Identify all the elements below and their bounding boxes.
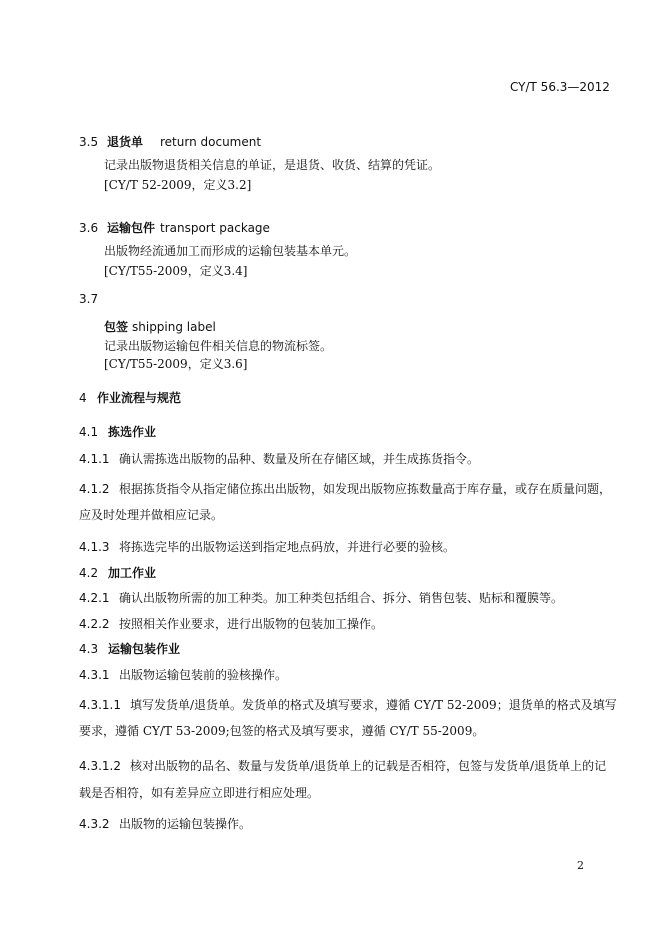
section-4-2-title: 加工作业 xyxy=(108,566,157,580)
section-3-5-number: 3.5 xyxy=(79,135,99,149)
section-3-6-title: 运输包件 xyxy=(107,221,156,235)
section-3-7-reference: [CY/T55-2009，定义3.6] xyxy=(104,357,248,371)
section-4-3-1-2-line2: 载是否相符，如有差异应立即进行相应处理。 xyxy=(79,786,320,800)
section-4-2-1-text: 确认出版物所需的加工种类。加工种类包括组合、拆分、销售包装、贴标和覆膜等。 xyxy=(119,591,564,605)
section-3-5-definition: 记录出版物退货相关信息的单证，是退货、收货、结算的凭证。 xyxy=(104,158,441,172)
section-4-3-1-1-number: 4.3.1.1 xyxy=(79,698,121,712)
section-4-1-2-line2: 应及时处理并做相应记录。 xyxy=(79,508,224,522)
section-3-5-reference: [CY/T 52-2009，定义3.2] xyxy=(104,178,252,192)
section-4-3-1-text: 出版物运输包装前的验核操作。 xyxy=(119,668,288,682)
section-4-1-number: 4.1 xyxy=(79,425,99,439)
section-3-6-number: 3.6 xyxy=(79,221,99,235)
section-3-6-definition: 出版物经流通加工而形成的运输包装基本单元。 xyxy=(104,244,357,258)
section-4-2-number: 4.2 xyxy=(79,566,99,580)
section-4-3-2-number: 4.3.2 xyxy=(79,817,110,831)
section-4-1-title: 拣选作业 xyxy=(108,425,157,439)
section-4-number: 4 xyxy=(79,391,87,405)
section-4-2-2-number: 4.2.2 xyxy=(79,617,110,631)
section-4-3-number: 4.3 xyxy=(79,642,99,656)
section-3-6-english: transport package xyxy=(160,221,270,235)
section-4-3-1-number: 4.3.1 xyxy=(79,668,110,682)
section-4-1-1-text: 确认需拣选出版物的品种、数量及所在存储区域，并生成拣货指令。 xyxy=(119,452,480,466)
section-3-7-definition: 记录出版物运输包件相关信息的物流标签。 xyxy=(104,339,333,353)
section-3-5-title: 退货单 xyxy=(107,135,144,149)
section-4-3-1-1-line1: 填写发货单/退货单。发货单的格式及填写要求，遵循 CY/T 52-2009；退货单的格式及填写 xyxy=(130,698,617,712)
section-4-1-2-line1: 根据拣货指令从指定储位拣出出版物，如发现出版物应拣数量高于库存量，或存在质量问题， xyxy=(119,482,612,496)
section-3-5-english: return document xyxy=(160,135,262,149)
section-4-3-title: 运输包装作业 xyxy=(108,642,181,656)
section-4-3-1-1-line2: 要求，遵循 CY/T 53-2009;包签的格式及填写要求，遵循 CY/T 55-2009。 xyxy=(79,724,485,738)
section-4-1-3-text: 将拣选完毕的出版物运送到指定地点码放，并进行必要的验核。 xyxy=(119,540,456,554)
section-3-7-number: 3.7 xyxy=(79,292,99,306)
section-3-7-title: 包签 xyxy=(104,320,129,334)
section-4-3-1-2-line1: 核对出版物的品名、数量与发货单/退货单上的记载是否相符，包签与发货单/退货单上的记 xyxy=(130,759,607,773)
page-number: 2 xyxy=(577,859,584,872)
section-4-2-2-text: 按照相关作业要求，进行出版物的包装加工操作。 xyxy=(119,617,384,631)
section-4-2-1-number: 4.2.1 xyxy=(79,591,110,605)
section-4-1-1-number: 4.1.1 xyxy=(79,452,110,466)
standard-code: CY/T 56.3—2012 xyxy=(510,80,610,94)
section-4-3-2-text: 出版物的运输包装操作。 xyxy=(119,817,252,831)
section-4-1-2-number: 4.1.2 xyxy=(79,482,110,496)
section-4-3-1-2-number: 4.3.1.2 xyxy=(79,759,121,773)
section-3-7-english: shipping label xyxy=(132,320,216,334)
section-4-1-3-number: 4.1.3 xyxy=(79,540,110,554)
section-4-title: 作业流程与规范 xyxy=(97,391,182,405)
section-3-6-reference: [CY/T55-2009，定义3.4] xyxy=(104,264,248,278)
